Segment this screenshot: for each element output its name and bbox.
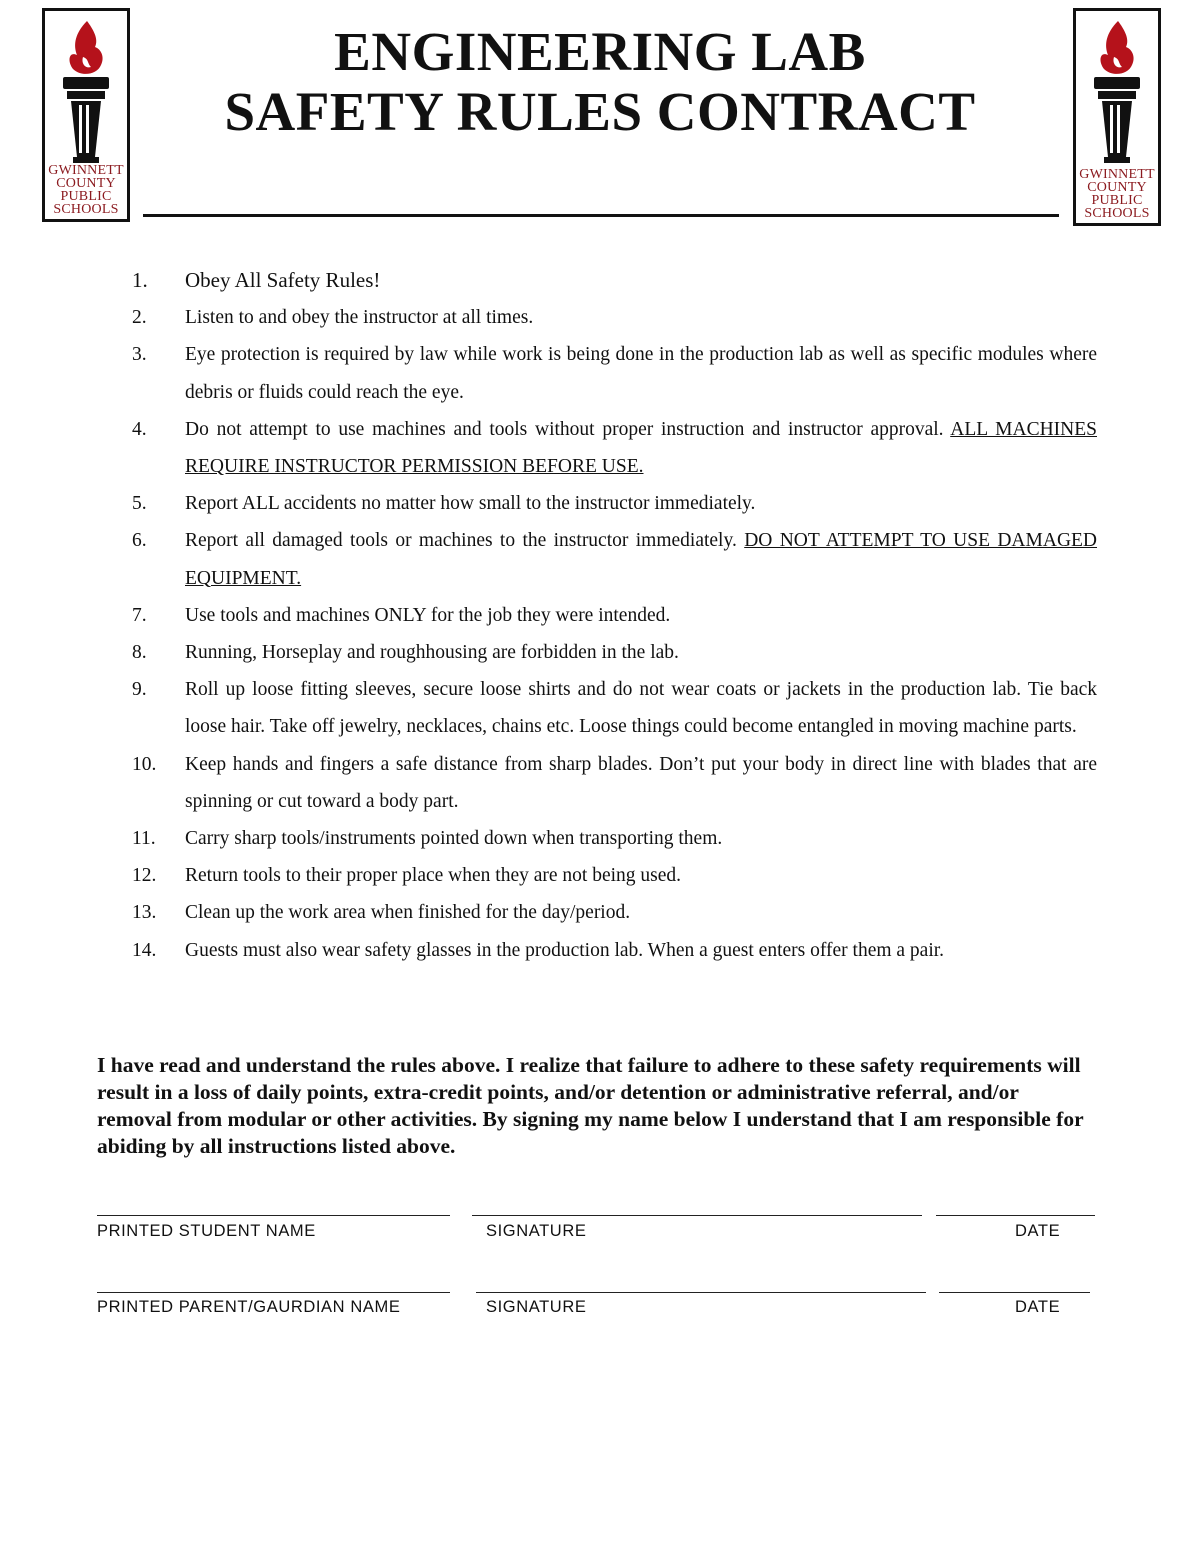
student-date-label: DATE <box>1015 1222 1061 1240</box>
title-line-1: ENGINEERING LAB <box>334 21 866 82</box>
student-signature-label: SIGNATURE <box>486 1222 587 1240</box>
student-name-label: PRINTED STUDENT NAME <box>97 1222 316 1240</box>
title-line-2: SAFETY RULES CONTRACT <box>224 81 976 142</box>
rule-item: 7. Use tools and machines ONLY for the job they were intended. <box>132 604 671 626</box>
parent-signature-line[interactable] <box>476 1292 926 1293</box>
rule-emphasis: ALL MACHINES REQUIRE INSTRUCTOR PERMISSION BEFORE USE. <box>185 418 1097 478</box>
student-name-line[interactable] <box>97 1215 450 1216</box>
logo-text: GWINNETT COUNTY PUBLIC SCHOOLS <box>48 163 124 217</box>
agreement-statement: I have read and understand the rules above. I realize that failure to adhere to these safety requirements will result in a loss of daily points, extra-credit points, and/or detention or administrative referral, and/or removal from modular or other activities. By signing my name below I understand that I am responsible for abiding by all instructions listed above. <box>97 1053 1084 1158</box>
title-divider <box>143 214 1059 217</box>
parent-signature-label: SIGNATURE <box>486 1298 587 1316</box>
district-logo-right <box>1073 8 1161 226</box>
parent-name-line[interactable] <box>97 1292 450 1293</box>
page-title <box>150 22 1050 142</box>
torch-icon <box>1084 17 1150 167</box>
safety-rules-list <box>132 262 1097 969</box>
student-signature-line[interactable] <box>472 1215 922 1216</box>
rule-item: 11. Carry sharp tools/instruments pointed down when transporting them. <box>132 828 723 850</box>
rule-item: 8. Running, Horseplay and roughhousing are forbidden in the lab. <box>132 642 679 664</box>
rule-item: 14. Guests must also wear safety glasses in the production lab. When a guest enters offer them a pair. <box>132 939 945 961</box>
rule-item: 12. Return tools to their proper place when they are not being used. <box>132 865 682 887</box>
rule-item: 4. Do not attempt to use machines and tools without proper instruction and instructor approval. ALL MACHINES REQUIRE INSTRUCTOR PERMISSION BEFORE USE. <box>132 418 1097 478</box>
rule-item: 1. Obey All Safety Rules! <box>132 268 381 292</box>
parent-name-label: PRINTED PARENT/GAURDIAN NAME <box>97 1298 401 1316</box>
rule-item: 6. Report all damaged tools or machines to the instructor immediately. DO NOT ATTEMPT TO USE DAMAGED EQUIPMENT. <box>132 530 1098 589</box>
parent-date-label: DATE <box>1015 1298 1061 1316</box>
district-logo-left <box>42 8 130 222</box>
rule-emphasis: DO NOT ATTEMPT TO USE DAMAGED EQUIPMENT. <box>185 530 1098 589</box>
rule-item: 3. Eye protection is required by law while work is being done in the production lab as well as specific modules where debris or fluids could reach the eye. <box>132 344 1097 403</box>
rule-item: 9. Roll up loose fitting sleeves, secure loose shirts and do not wear coats or jackets in the production lab. Tie back loose hair. Take off jewelry, necklaces, chains etc. Loose things could become entangled in moving machine parts. <box>132 679 1097 738</box>
rule-item: 2. Listen to and obey the instructor at all times. <box>132 307 534 329</box>
logo-text: GWINNETT COUNTY PUBLIC SCHOOLS <box>1079 167 1155 221</box>
torch-icon <box>53 17 119 167</box>
student-date-line[interactable] <box>936 1215 1095 1216</box>
rule-item: 10. Keep hands and fingers a safe distance from sharp blades. Don’t put your body in direct line with blades that are spinning or cut toward a body part. <box>132 753 1097 812</box>
parent-date-line[interactable] <box>939 1292 1090 1293</box>
rule-item: 13. Clean up the work area when finished for the day/period. <box>132 902 631 924</box>
rule-item: 5. Report ALL accidents no matter how small to the instructor immediately. <box>132 493 756 515</box>
